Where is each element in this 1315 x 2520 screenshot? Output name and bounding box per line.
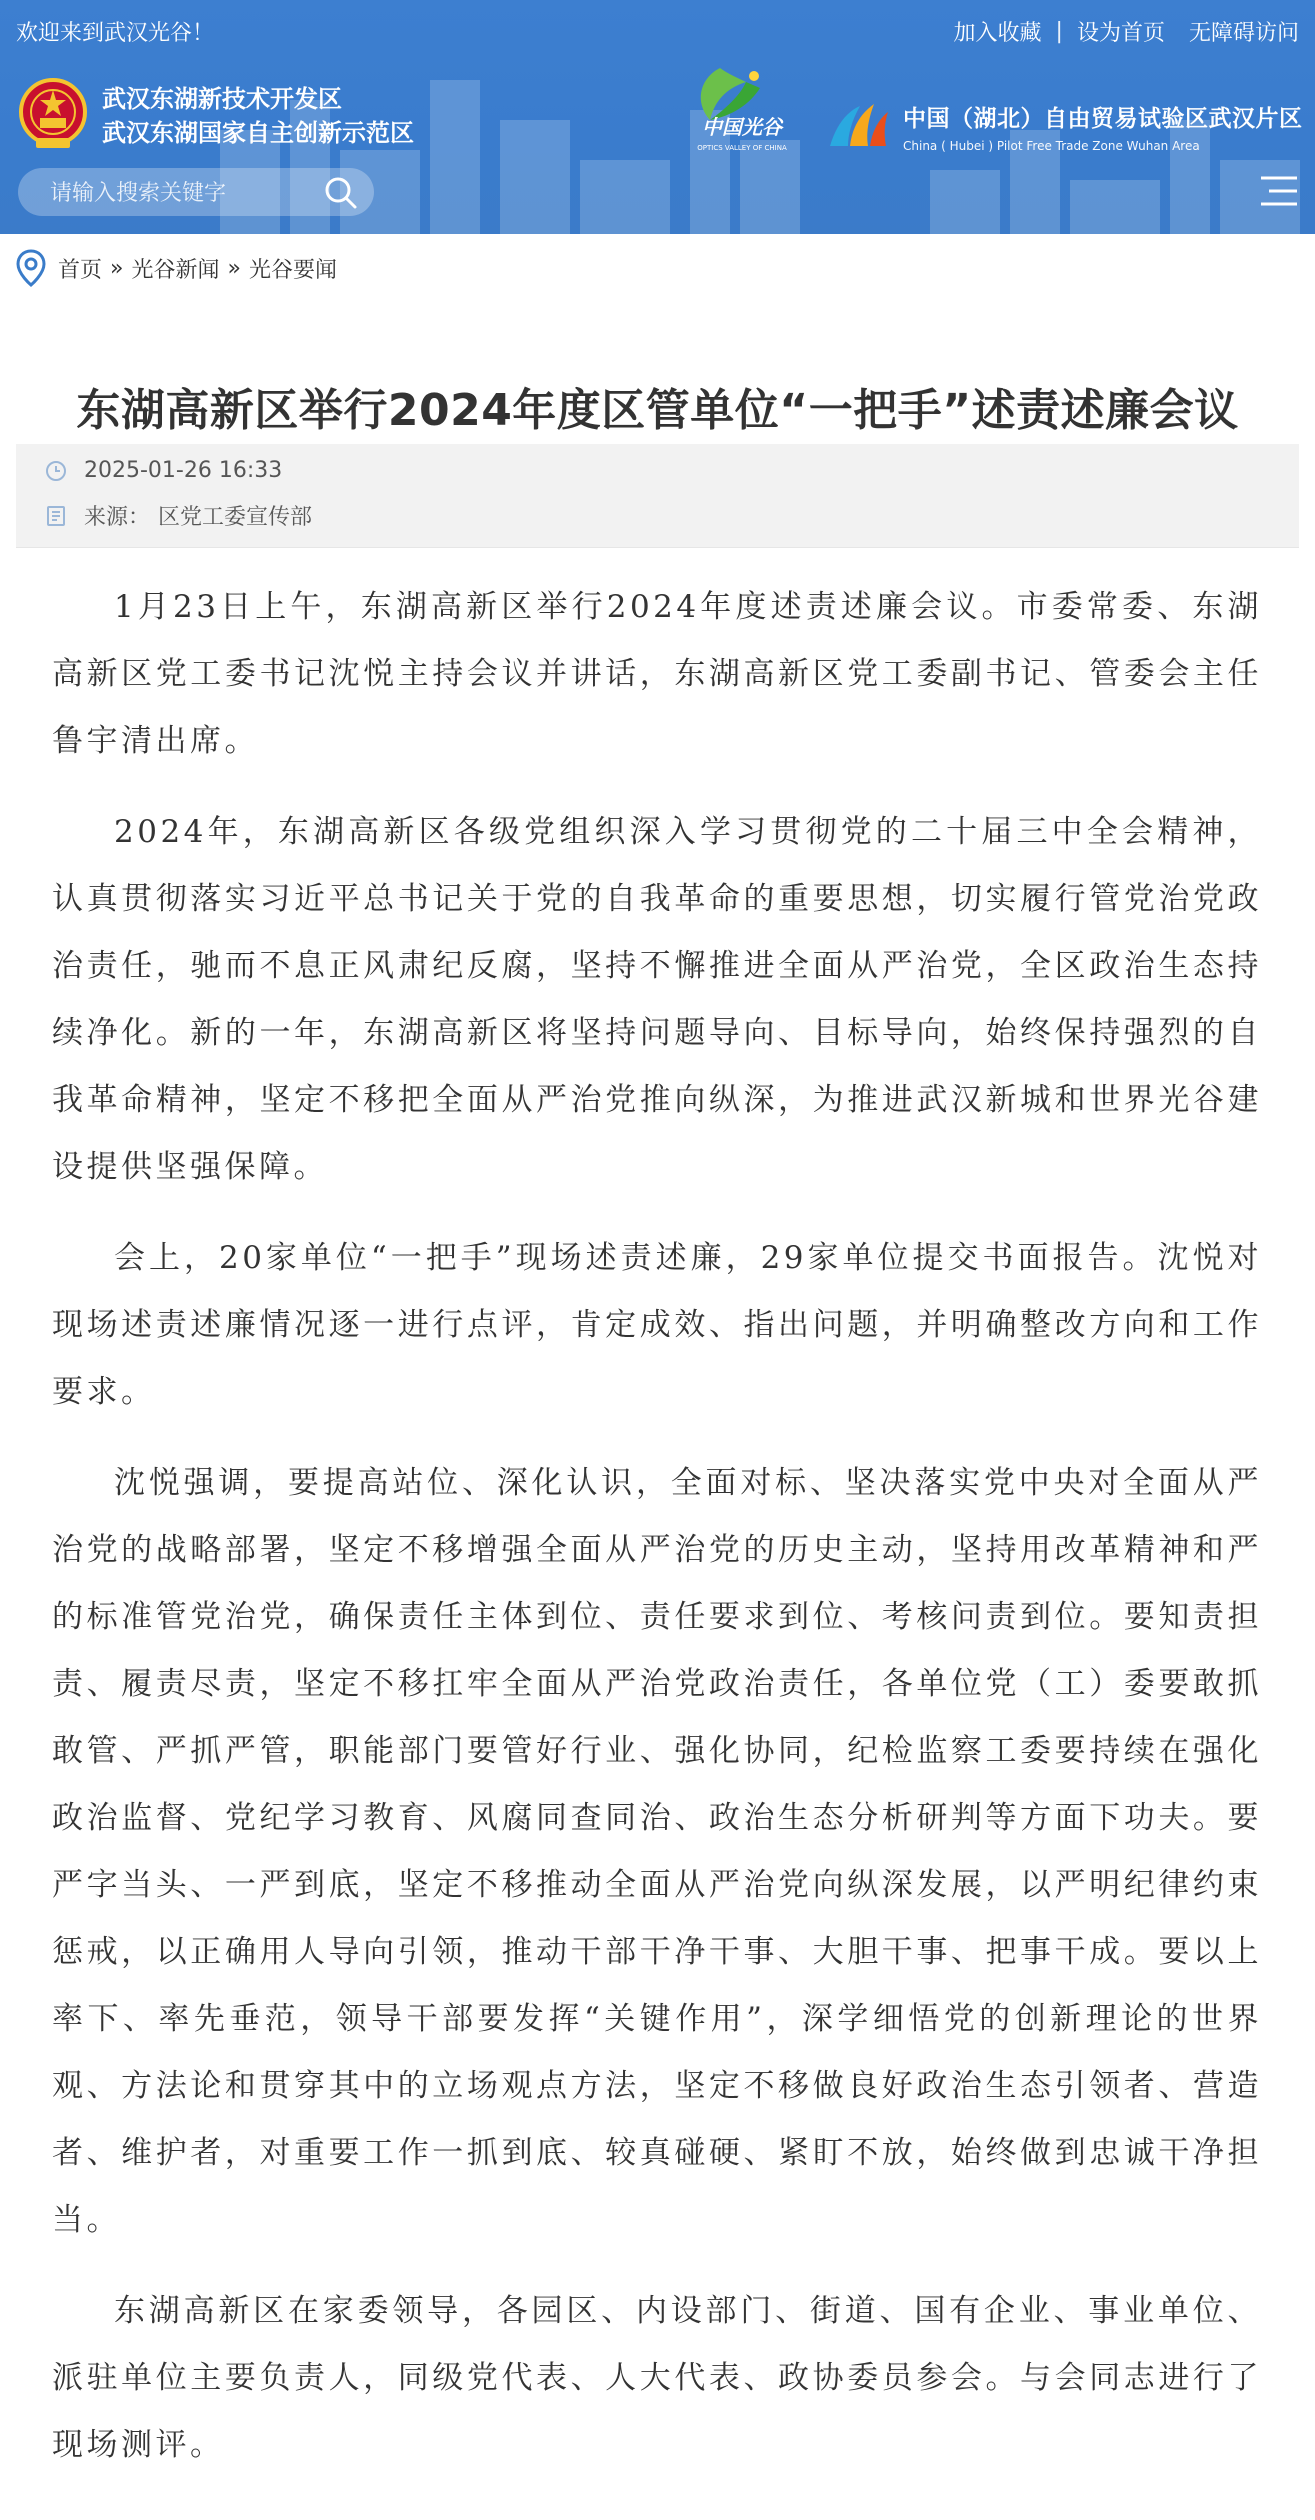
free-trade-zone-text[interactable] (903, 100, 1303, 153)
breadcrumb-separator: » (227, 255, 241, 281)
article-meta (16, 444, 1299, 548)
top-links (954, 16, 1299, 47)
article-paragraph: 沈悦强调，要提高站位、深化认识，全面对标、坚决落实党中央对全面从严治党的战略部署，坚定不移增强全面从严治党的历史主动，坚持用改革精神和严的标准管党治党，确保责任主体到位、责任要求到位、考核问责到位。要知责担责、履责尽责，坚定不移扛牢全面从严治党政治责任，各单位党（工）委要敢抓敢管、严抓严管，职能部门要管好行业、强化协同，纪检监察工委要持续在强化政治监督、党纪学习教育、风腐同查同治、政治生态分析研判等方面下功夫。要严字当头、一严到底，坚定不移推动全面从严治党向纵深发展，以严明纪律约束惩戒，以正确用人导向引领，推动干部干净干事、大胆干事、把事干成。要以上率下、率先垂范，领导干部要发挥“关键作用”，深学细悟党的创新理论的世界观、方法论和贯穿其中的立场观点方法，坚定不移做良好政治生态引领者、营造者、维护者，对重要工作一抓到底、较真碰硬、紧盯不放，始终做到忠诚干净担当。 (52, 1465, 1262, 2238)
welcome-text: 欢迎来到武汉光谷！ (16, 21, 215, 46)
breadcrumb-home[interactable]: 首页 (58, 257, 103, 283)
optics-valley-logo[interactable] (680, 62, 816, 156)
document-icon (44, 504, 68, 528)
article-paragraph: 东湖高新区在家委领导，各园区、内设部门、街道、国有企业、事业单位、派驻单位主要负责人，同级党代表、人大代表、政协委员参会。与会同志进行了现场测评。 (52, 2293, 1262, 2463)
add-favorite-link[interactable]: 加入收藏 (953, 21, 1042, 46)
ftz-name-en: China ( Hubei ) Pilot Free Trade Zone Wuhan Area (903, 139, 1200, 153)
clock-icon (44, 459, 68, 483)
location-pin-icon (16, 249, 46, 287)
ftz-name-cn: 中国（湖北）自由贸易试验区武汉片区 (903, 106, 1303, 132)
org-name[interactable] (102, 82, 414, 150)
link-separator: | (1055, 19, 1063, 44)
site-header (0, 0, 1315, 234)
article-title: 东湖高新区举行2024年度区管单位“一把手”述责述廉会议 (76, 385, 1239, 436)
accessibility-link[interactable]: 无障碍访问 (1188, 21, 1299, 46)
org-name-line2: 武汉东湖国家自主创新示范区 (102, 119, 414, 147)
article-body (52, 574, 1262, 2503)
menu-icon[interactable] (1259, 174, 1299, 208)
source-label: 来源： (84, 505, 151, 530)
publish-date: 2025-01-26 16:33 (84, 458, 283, 483)
article-paragraph: 1月23日上午，东湖高新区举行2024年度述责述廉会议。市委常委、东湖高新区党工委书记沈悦主持会议并讲话，东湖高新区党工委副书记、管委会主任鲁宇清出席。 (52, 589, 1262, 759)
optics-logo-cn: 中国光谷 (702, 115, 782, 139)
breadcrumb-news[interactable]: 光谷新闻 (131, 257, 220, 283)
free-trade-zone-logo-icon[interactable] (826, 96, 892, 150)
breadcrumb (16, 248, 337, 288)
org-name-line1: 武汉东湖新技术开发区 (102, 85, 342, 113)
publish-date-row (44, 458, 282, 483)
article-paragraph: 会上，20家单位“一把手”现场述责述廉，29家单位提交书面报告。沈悦对现场述责述廉情况逐一进行点评，肯定成效、指出问题，并明确整改方向和工作要求。 (52, 1240, 1262, 1410)
search-icon[interactable] (324, 176, 358, 210)
search-input[interactable] (48, 176, 312, 210)
search-box (18, 168, 374, 216)
source-row (44, 500, 312, 531)
source-value: 区党工委宣传部 (158, 505, 313, 530)
article-paragraph: 2024年，东湖高新区各级党组织深入学习贯彻党的二十届三中全会精神，认真贯彻落实习近平总书记关于党的自我革命的重要思想，切实履行管党治党政治责任，驰而不息正风肃纪反腐，坚持不懈推进全面从严治党，全区政治生态持续净化。新的一年，东湖高新区将坚持问题导向、目标导向，始终保持强烈的自我革命精神，坚定不移把全面从严治党推向纵深，为推进武汉新城和世界光谷建设提供坚强保障。 (52, 814, 1262, 1185)
national-emblem-icon[interactable] (18, 76, 88, 152)
top-bar (0, 0, 1315, 62)
breadcrumb-headlines[interactable]: 光谷要闻 (248, 257, 337, 283)
optics-logo-en: OPTICS VALLEY OF CHINA (697, 144, 787, 152)
set-homepage-link[interactable]: 设为首页 (1076, 21, 1165, 46)
breadcrumb-separator: » (110, 255, 124, 281)
